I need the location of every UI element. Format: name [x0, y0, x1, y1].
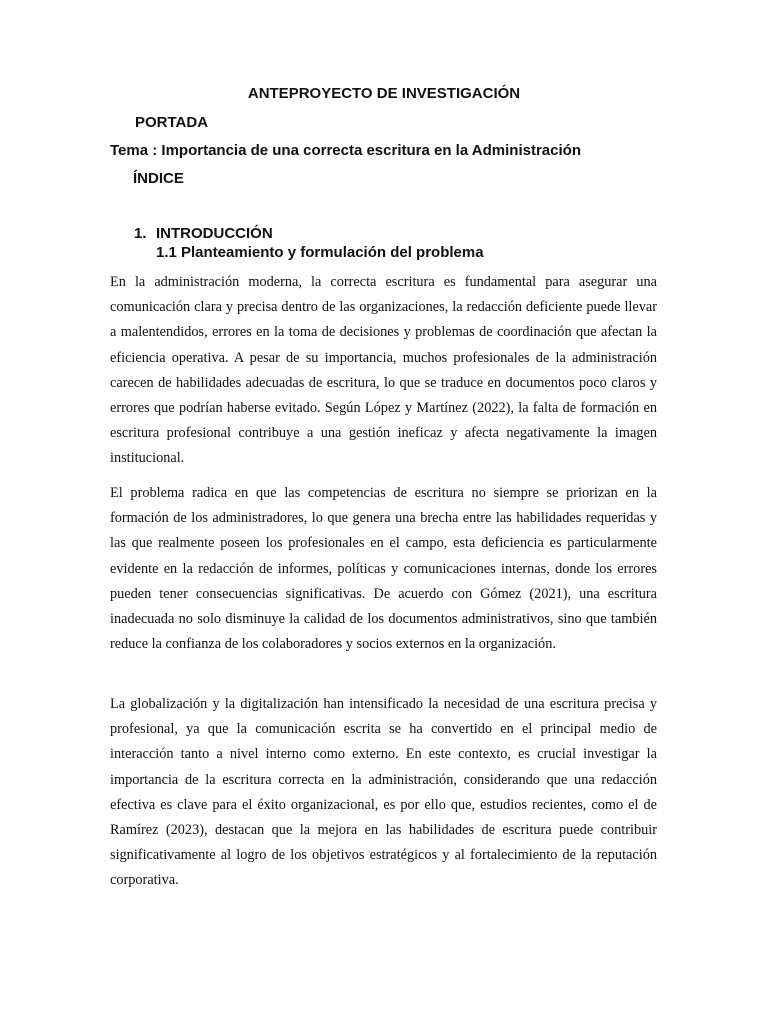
cover-heading: PORTADA — [135, 114, 209, 131]
topic-heading: Tema : Importancia de una correcta escritura en la Administración — [110, 142, 581, 159]
index-heading: ÍNDICE — [133, 170, 184, 187]
subsection-number: 1.1 — [156, 244, 177, 261]
body-paragraph-3: La globalización y la digitalización han intensificado la necesidad de una escritura precisa y profesional, ya que la comunicación escrita se ha convertido en el principal medio de interacción tanto a nivel interno como externo. En este contexto, es crucial investigar la importancia de la escritura correcta en la administración, considerando que una redacción efectiva es clave para el éxito organizacional, es por ello que, estudios recientes, como el de Ramírez (2023), destacan que la mejora en las habilidades de escritura puede contribuir significativamente al logro de los objetivos estratégicos y al fortalecimiento de la reputación corporativa. — [110, 696, 657, 889]
subsection-title: Planteamiento y formulación del problema — [181, 244, 484, 261]
document-title: ANTEPROYECTO DE INVESTIGACIÓN — [247, 85, 521, 102]
section-number: 1. — [134, 225, 147, 242]
body-paragraph-2: El problema radica en que las competencias de escritura no siempre se priorizan en la formación de los administradores, lo que genera una brecha entre las habilidades requeridas y las que realmente poseen los profesionales en el campo, esta deficiencia es particularmente evidente en la redacción de informes, políticas y comunicaciones internas, donde los errores pueden tener consecuencias significativas. De acuerdo con Gómez (2021), una escritura inadecuada no solo disminuye la calidad de los documentos administrativos, sino que también reduce la confianza de los colaboradores y socios externos en la organización. — [110, 485, 657, 653]
body-paragraph-1: En la administración moderna, la correcta escritura es fundamental para asegurar una comunicación clara y precisa dentro de las organizaciones, la redacción deficiente puede llevar a malentendidos, errores en la toma de decisiones y problemas de coordinación que afectan la eficiencia operativa. A pesar de su importancia, muchos profesionales de la administración carecen de habilidades adecuadas de escritura, lo que se traduce en documentos poco claros y errores que podrían haberse evitado. Según López y Martínez (2022), la falta de formación en escritura profesional contribuye a una gestión ineficaz y afecta negativamente la imagen institucional. — [110, 274, 657, 467]
section-title: INTRODUCCIÓN — [156, 225, 273, 242]
